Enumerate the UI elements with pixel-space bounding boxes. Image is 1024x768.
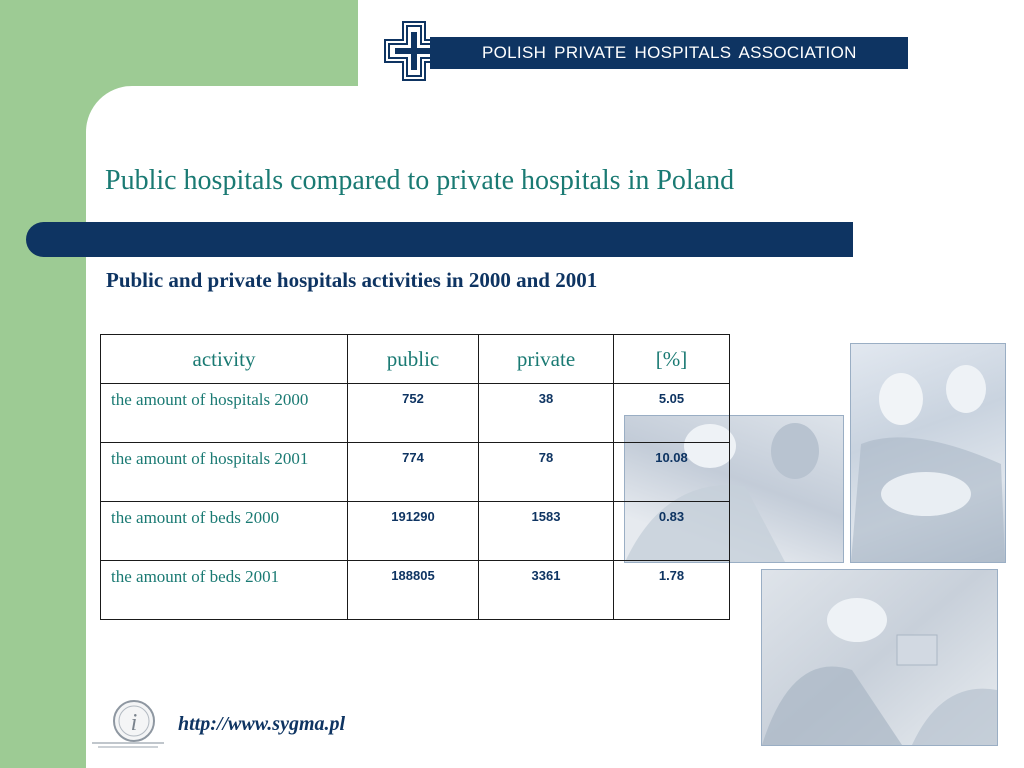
table-header-row bbox=[101, 335, 730, 384]
table-row bbox=[101, 443, 730, 502]
private-cell: 3361 bbox=[479, 561, 614, 620]
public-cell: 752 bbox=[348, 384, 479, 443]
activity-cell: the amount of beds 2000 bbox=[101, 502, 348, 561]
column-header-activity: activity bbox=[101, 335, 348, 384]
hospital-activities-table bbox=[100, 334, 730, 620]
percent-cell: 5.05 bbox=[614, 384, 730, 443]
activity-cell: the amount of hospitals 2000 bbox=[101, 384, 348, 443]
column-header-percent: [%] bbox=[614, 335, 730, 384]
activity-cell: the amount of hospitals 2001 bbox=[101, 443, 348, 502]
table-row bbox=[101, 502, 730, 561]
public-cell: 191290 bbox=[348, 502, 479, 561]
column-header-private: private bbox=[479, 335, 614, 384]
table-row bbox=[101, 384, 730, 443]
svg-text:i: i bbox=[130, 710, 138, 736]
info-icon[interactable] bbox=[92, 697, 164, 751]
table-subtitle: Public and private hospitals activities in 2000 and 2001 bbox=[106, 268, 598, 292]
percent-cell: 1.78 bbox=[614, 561, 730, 620]
website-link[interactable]: http://www.sygma.pl bbox=[178, 713, 346, 735]
activity-cell: the amount of beds 2001 bbox=[101, 561, 348, 620]
association-banner: POLISH PRIVATE HOSPITALS ASSOCIATION bbox=[430, 37, 908, 69]
column-header-public: public bbox=[348, 335, 479, 384]
private-cell: 1583 bbox=[479, 502, 614, 561]
private-cell: 38 bbox=[479, 384, 614, 443]
public-cell: 774 bbox=[348, 443, 479, 502]
surgery-photo-1 bbox=[850, 343, 1006, 563]
title-divider-bar bbox=[26, 222, 853, 257]
percent-cell: 10.08 bbox=[614, 443, 730, 502]
public-cell: 188805 bbox=[348, 561, 479, 620]
surgery-photo-3 bbox=[761, 569, 998, 746]
table-row bbox=[101, 561, 730, 620]
percent-cell: 0.83 bbox=[614, 502, 730, 561]
private-cell: 78 bbox=[479, 443, 614, 502]
page-title: Public hospitals compared to private hospitals in Poland bbox=[105, 165, 735, 196]
